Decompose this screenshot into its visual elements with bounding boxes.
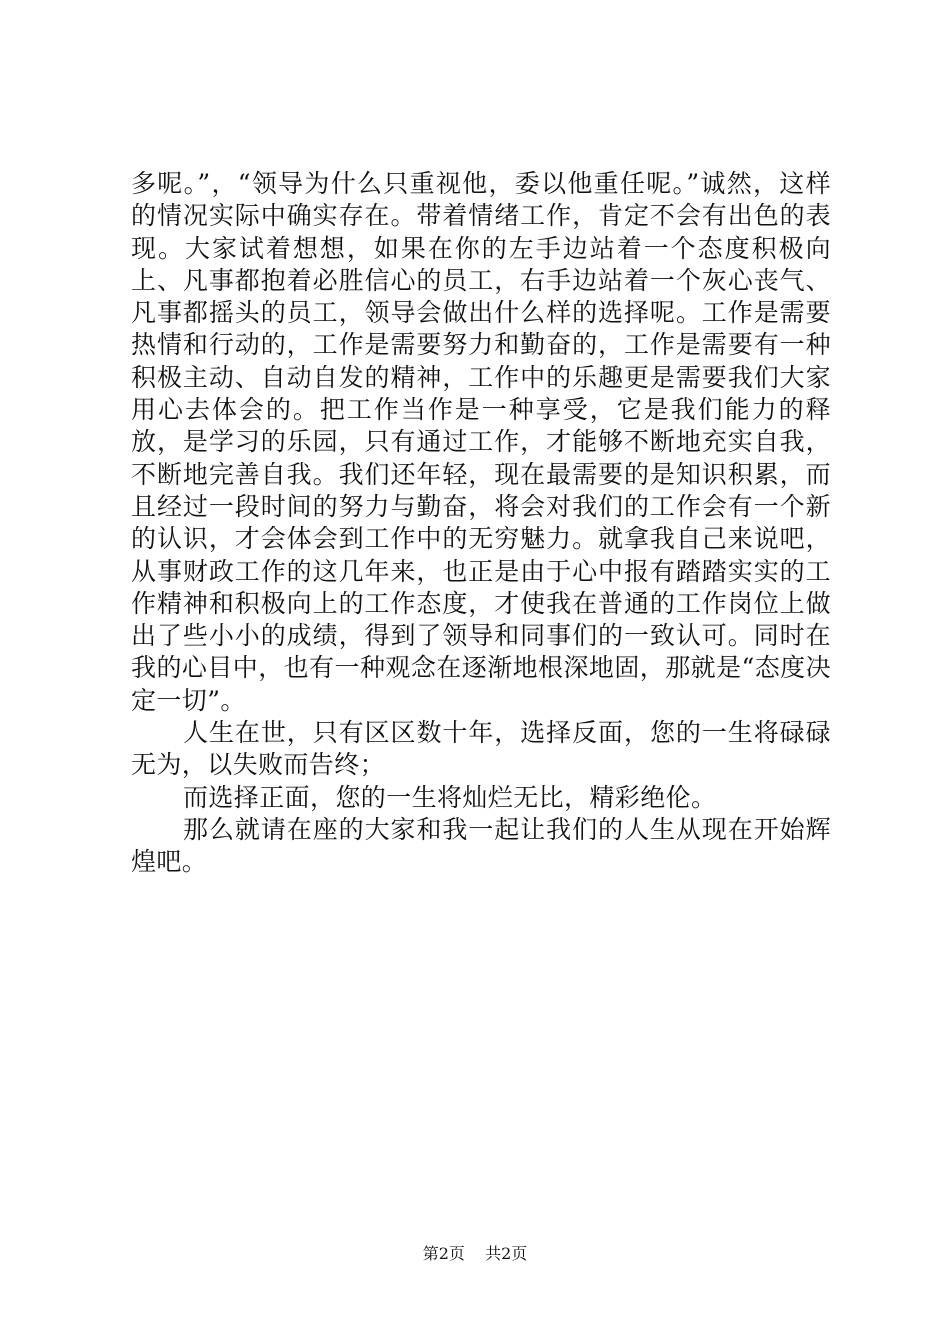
page-footer	[0, 1244, 950, 1264]
paragraph-closing: 那么就请在座的大家和我一起让我们的人生从现在开始辉煌吧。	[131, 814, 831, 877]
paragraph-positive-choice: 而选择正面，您的一生将灿烂无比，精彩绝伦。	[183, 782, 717, 812]
document-body	[131, 168, 831, 879]
paragraph-continued: 多呢。”，“领导为什么只重视他，委以他重任呢。”诚然，这样的情况实际中确实存在。带着情绪工作，肯定不会有出色的表现。大家试着想想，如果在你的左手边站着一个态度积极向上、凡事都抱着必胜信心的员工，右手边站着一个灰心丧气、凡事都摇头的员工，领导会做出什么样的选择呢。工作是需要热情和行动的，工作是需要努力和勤奋的，工作是需要有一种积极主动、自动自发的精神，工作中的乐趣更是需要我们大家用心去体会的。把工作当作是一种享受，它是我们能力的释放，是学习的乐园，只有通过工作，才能够不断地充实自我，不断地完善自我。我们还年轻，现在最需要的是知识积累，而且经过一段时间的努力与勤奋，将会对我们的工作会有一个新的认识，才会体会到工作中的无穷魅力。就拿我自己来说吧，从事财政工作的这几年来，也正是由于心中报有踏踏实实的工作精神和积极向上的工作态度，才使我在普通的工作岗位上做出了些小小的成绩，得到了领导和同事们的一致认可。同时在我的心目中，也有一种观念在逐渐地根深地固，那就是“态度决定一切”。	[131, 169, 831, 715]
page-number-current: 第2页	[422, 1244, 465, 1263]
paragraph-life-choice: 人生在世，只有区区数十年，选择反面，您的一生将碌碌无为，以失败而告终；	[131, 718, 831, 780]
page-number-total: 共2页	[485, 1244, 528, 1263]
